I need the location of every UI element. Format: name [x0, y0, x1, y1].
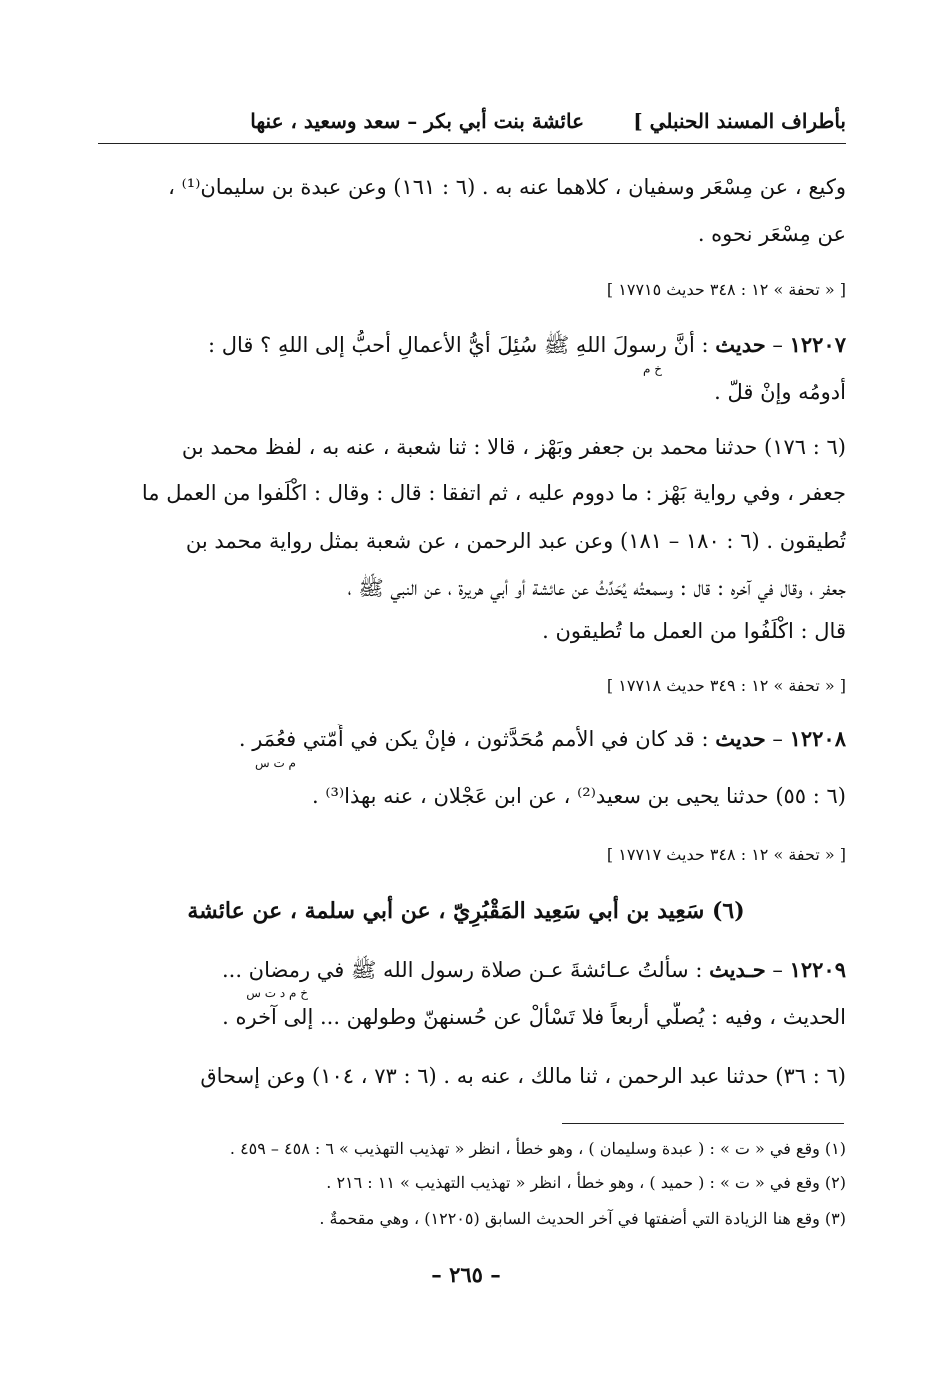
header-section-title: عائشة بنت أبي بكر – سعد وسعيد ، عنها [250, 109, 584, 133]
text-line: (٦ : ١٧٦) حدثنا محمد بن جعفر وبَهْز ، قالا : ثنا شعبة ، عنه به ، لفظ محمد بن [181, 435, 846, 459]
footnote-divider [562, 1123, 844, 1124]
hadith-keyword: حـديث [709, 957, 766, 982]
hadith-number: ١٢٢٠٧ [789, 332, 846, 357]
footnote: (١) وقع في « ت » : ( عبدة وسليمان ) ، وهو خطأ ، انظر « تهذيب التهذيب » ٦ : ٤٥٨ – ٤٥٩ . [229, 1139, 846, 1158]
text-line: جعفر ، وقال في آخره : قال : وسمعتُه يُحَدِّثُ عن عائشة أو أبي هريرة ، عن النبي ﷺ ، [347, 576, 846, 600]
page-number: – ٢٦٥ – [431, 1262, 501, 1287]
footnote: (٣) وقع هنا الزيادة التي أضفتها في آخر الحديث السابق (١٢٢٠٥) ، وهي مقحمةٌ . [319, 1209, 846, 1228]
tuhfa-reference: [ « تحفة » ١٢ : ٣٤٨ حديث ١٧٧١٧ ] [606, 845, 846, 864]
text-line: (٦ : ٣٦) حدثنا عبد الرحمن ، ثنا مالك ، عنه به . (٦ : ٧٣ ، ١٠٤) وعن إسحاق [200, 1064, 846, 1088]
text-line: قال : اكْلَفُوا من العمل ما تُطيقون . [542, 619, 846, 643]
sources-mark: خ م د ت س [246, 986, 308, 1000]
text-line: جعفر ، وفي رواية بَهْز : ما دووم عليه ، ثم اتفقا : قال : وقال : اكْلَفوا من العمل ما [141, 481, 846, 505]
hadith-text: : قد كان في الأمم مُحَدَّثون ، فإنْ يكن في أُمّتي فعُمَر . [238, 727, 709, 751]
hadith-text: : أنَّ رسولَ اللهِ ﷺ سُئِلَ أيُّ الأعمالِ أحبُّ إلى اللهِ ؟ قال : [208, 333, 709, 357]
sources-mark: م ت س [254, 756, 296, 770]
hadith-number: ١٢٢٠٨ [789, 726, 846, 751]
sources-mark: خ م [643, 362, 662, 376]
text-line: وكيع ، عن مِسْعَر وسفيان ، كلاهما عنه به . (٦ : ١٦١) وعن عبدة بن سليمان⁽¹⁾ ، [168, 175, 846, 199]
text-line: أدومُه وإنْ قلّ . [714, 380, 846, 404]
footnote: (٢) وقع في « ت » : ( حميد ) ، وهو خطأ ، انظر « تهذيب التهذيب » ١١ : ٢١٦ . [326, 1173, 846, 1192]
hadith-keyword: حديث [715, 726, 766, 751]
running-header [98, 103, 846, 144]
hadith-text: : سألتُ عـائشةَ عـن صلاة رسول الله ﷺ في رمضان ... [221, 958, 703, 982]
hadith-number: ١٢٢٠٩ [789, 957, 846, 982]
tuhfa-reference: [ « تحفة » ١٢ : ٣٤٩ حديث ١٧٧١٨ ] [606, 676, 846, 695]
text-line: عن مِسْعَر نحوه . [697, 222, 846, 246]
text-line: تُطيقون . (٦ : ١٨٠ – ١٨١) وعن عبد الرحمن ، عن شعبة بمثل رواية محمد بن [185, 529, 846, 553]
tuhfa-reference: [ « تحفة » ١٢ : ٣٤٨ حديث ١٧٧١٥ ] [606, 280, 846, 299]
header-book-title: بأطراف المسند الحنبلي ] [633, 109, 846, 133]
hadith-12209-line: ١٢٢٠٩ – حـديث : سألتُ عـائشةَ عـن صلاة رسول الله ﷺ في رمضان ... [221, 957, 846, 982]
text-line: (٦ : ٥٥) حدثنا يحيى بن سعيد⁽²⁾ ، عن ابن عَجْلان ، عنه بهذا⁽³⁾ . [312, 784, 846, 808]
hadith-keyword: حديث [715, 332, 766, 357]
hadith-12208-line: ١٢٢٠٨ – حديث : قد كان في الأمم مُحَدَّثون ، فإنْ يكن في أُمّتي فعُمَر . [238, 726, 846, 751]
text-line: الحديث ، وفيه : يُصلّي أربعاً فلا تَسْأَلْ عن حُسنهنّ وطولهن ... إلى آخره . [222, 1005, 846, 1029]
hadith-12207-line: ١٢٢٠٧ – حديث : أنَّ رسولَ اللهِ ﷺ سُئِلَ أيُّ الأعمالِ أحبُّ إلى اللهِ ؟ قال : [208, 332, 846, 357]
section-heading: (٦) سَعِيد بن أبي سَعِيد المَقْبُرِيّ ، عن أبي سلمة ، عن عائشة [187, 898, 745, 924]
